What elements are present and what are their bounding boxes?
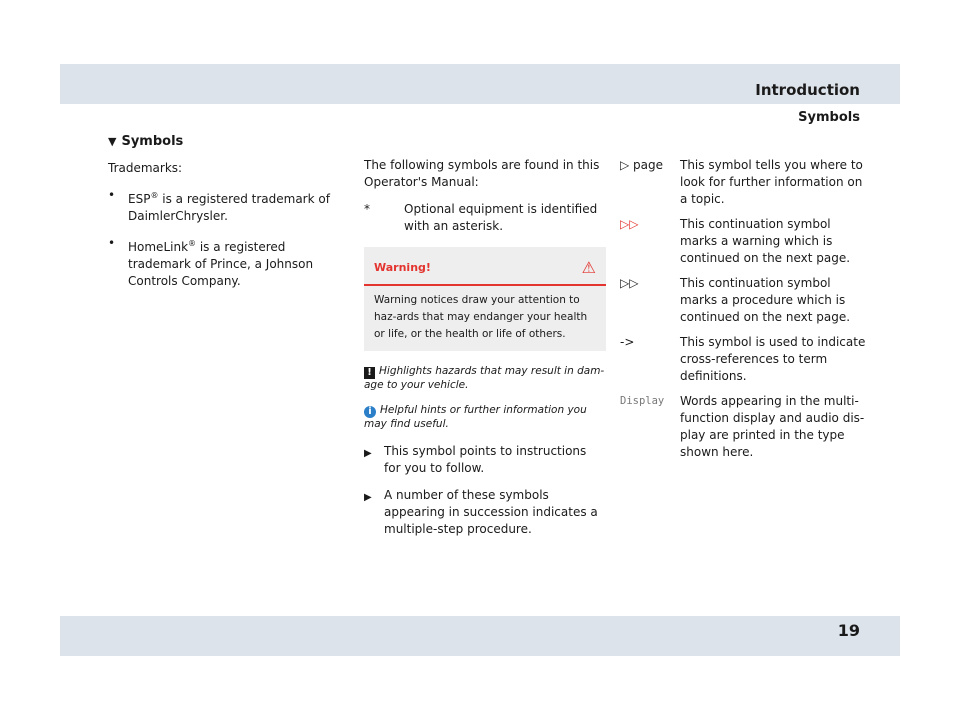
instruction-item: [364, 443, 606, 477]
right-column: [620, 157, 866, 469]
warning-box: [364, 247, 606, 351]
warning-continuation-symbol: ▷▷: [620, 217, 639, 231]
symbol-description: This symbol tells you where to look for further information on a topic.: [680, 158, 863, 206]
procedure-continuation-symbol: ▷▷: [620, 276, 639, 290]
info-note: [364, 404, 606, 431]
symbol-description: This continuation symbol marks a procedure which is continued on the next page.: [680, 276, 851, 324]
section-heading: [108, 133, 344, 150]
symbol-description: This symbol is used to indicate cross-references to term definitions.: [680, 335, 866, 383]
info-note-text: Helpful hints or further information you may find useful.: [364, 404, 587, 430]
left-column: [108, 133, 344, 300]
asterisk-row: [364, 201, 606, 235]
symbol-row: [620, 216, 866, 267]
chapter-title: Introduction: [755, 81, 860, 99]
symbol-description: This continuation symbol marks a warning which is continued on the next page.: [680, 217, 851, 265]
list-item-text: ESP® is a registered trademark of DaimlerChrysler.: [128, 191, 330, 223]
symbol-row: [620, 334, 866, 385]
symbol-row: [620, 393, 866, 461]
asterisk-symbol: *: [364, 202, 370, 216]
page-ref-symbol: ▷ page: [620, 158, 664, 172]
bullet-icon: •: [108, 236, 116, 250]
instruction-item: [364, 487, 606, 538]
hazard-note-text: Highlights hazards that may result in dam-age to your vehicle.: [364, 365, 605, 391]
arrow-right-icon: ▶: [364, 492, 372, 503]
list-item: [108, 187, 344, 225]
display-type-symbol: Display: [620, 395, 665, 407]
instruction-text: A number of these symbols appearing in succession indicates a multiple-step procedure.: [384, 488, 598, 536]
symbol-description: Words appearing in the multi-function display and audio dis-play are printed in the type shown here.: [680, 394, 865, 459]
trademarks-label: Trademarks:: [108, 161, 183, 175]
warning-triangle-icon: ⚠: [581, 257, 596, 277]
symbol-row: [620, 275, 866, 326]
asterisk-text: Optional equipment is identified with an asterisk.: [404, 202, 598, 233]
symbol-row: [620, 157, 866, 208]
instruction-text: This symbol points to instructions for you to follow.: [384, 444, 587, 475]
warning-header: [364, 247, 606, 286]
cross-reference-symbol: ->: [620, 335, 635, 349]
section-subtitle: Symbols: [798, 110, 860, 125]
list-item-text: HomeLink® is a registered trademark of Prince, a Johnson Controls Company.: [128, 239, 314, 288]
exclamation-icon: !: [364, 367, 375, 379]
bullet-icon: •: [108, 188, 116, 202]
list-item: [108, 235, 344, 290]
warning-label: Warning!: [374, 261, 431, 274]
arrow-right-icon: ▶: [364, 448, 372, 459]
warning-text: Warning notices draw your attention to haz-ards that may endanger your health or life, or the health or life of others.: [374, 294, 588, 340]
info-icon: i: [364, 406, 376, 418]
page-number: 19: [837, 621, 860, 640]
triangle-down-icon: ▼: [108, 135, 117, 148]
hazard-note: [364, 365, 606, 392]
middle-column: [364, 157, 606, 548]
section-heading-text: Symbols: [121, 134, 184, 149]
footer-band: [60, 616, 900, 656]
symbols-intro: The following symbols are found in this Operator's Manual:: [364, 158, 600, 189]
